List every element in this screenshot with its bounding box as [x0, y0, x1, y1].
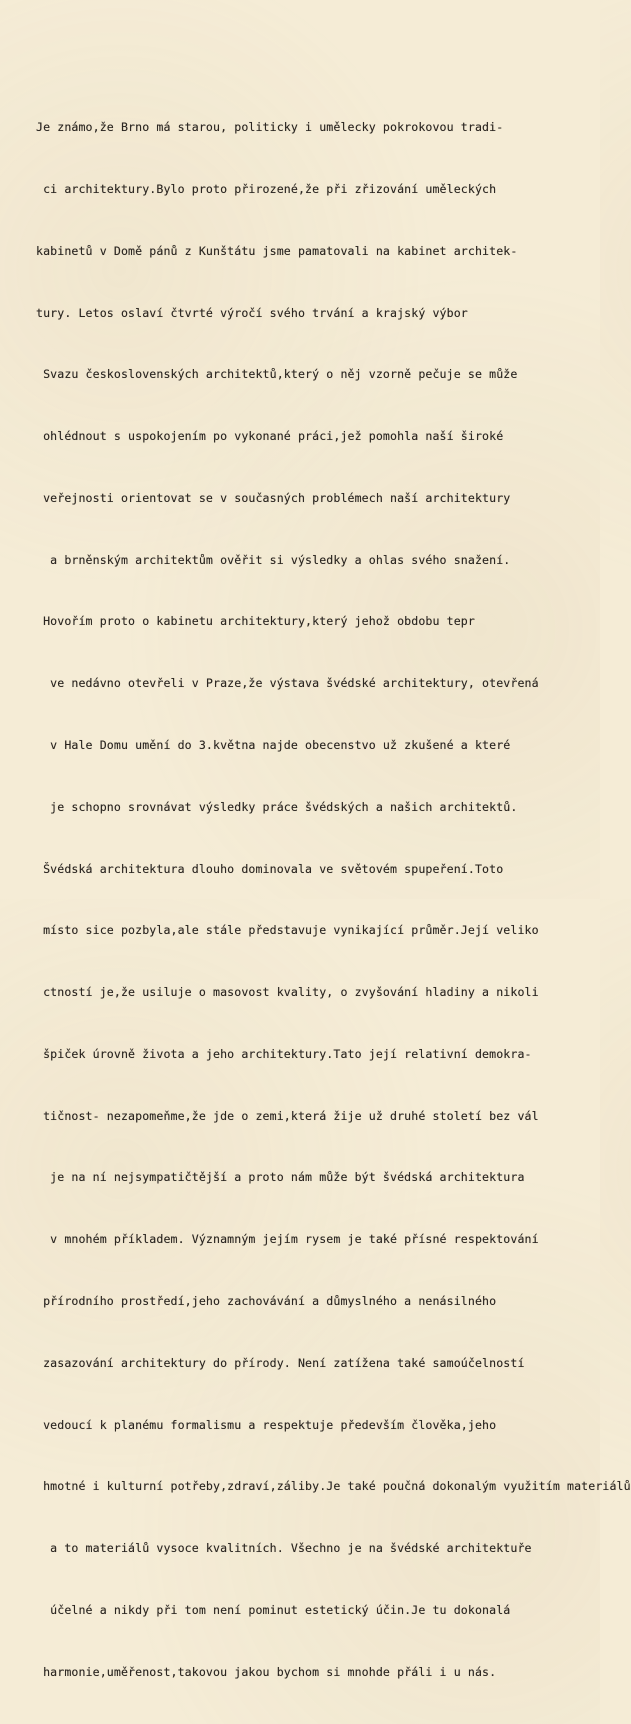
text-line: je na ní nejsympatičtější a proto nám může být švédská architektura [36, 1170, 525, 1185]
text-line: zasazování architektury do přírody. Není zatížena také samoúčelností [36, 1355, 525, 1370]
text-line: v Hale Domu umění do 3.května najde obecenstvo už zkušené a které [36, 738, 511, 752]
text-line: účelné a nikdy při tom není pominut estetický účin.Je tu dokonalá [36, 1602, 511, 1617]
text-line: harmonie,uměřenost,takovou jakou bychom si mnohde přáli i u nás. [36, 1664, 497, 1679]
text-line: vedoucí k planému formalismu a respektuje především člověka,jeho [36, 1417, 497, 1432]
typewritten-text [36, 76, 631, 1724]
text-line: místo sice pozbyla,ale stále představuje vynikající průměr.Její veliko [36, 923, 539, 938]
text-line: Je známo,že Brno má starou, politicky i umělecky pokrokovou tradi- [36, 120, 504, 135]
text-line: ohlédnout s uspokojením po vykonané práci,jež pomohla naší široké [36, 429, 504, 444]
text-line: ci architektury.Bylo proto přirozené,že při zřizování uměleckých [36, 181, 497, 196]
text-line: tičnost- nezapomeňme,že jde o zemi,která žije už druhé století bez vál [36, 1108, 539, 1123]
text-line: veřejnosti orientovat se v současných problémech naší architektury [36, 490, 511, 505]
text-line: Hovořím proto o kabinetu architektury,který jehož obdobu tepr [36, 614, 475, 629]
text-line: tury. Letos oslaví čtvrté výročí svého trvání a krajský výbor [36, 305, 468, 320]
text-line: Svazu československých architektů,který o něj vzorně pečuje se může [36, 367, 518, 382]
text-line: je schopno srovnávat výsledky práce švédských a našich architektů. [36, 799, 518, 814]
text-line: ve nedávno otevřeli v Praze,že výstava švédské architektury, otevřená [36, 676, 539, 691]
text-line: špiček úrovně života a jeho architektury.Tato její relativní demokra- [36, 1046, 532, 1061]
text-line: Švédská architektura dlouho dominovala ve světovém spupeření.Toto [36, 861, 504, 876]
text-line: kabinetů v Domě pánů z Kunštátu jsme pamatovali na kabinet architek- [36, 243, 518, 258]
text-line: a to materiálů vysoce kvalitních. Všechno je na švédské architektuře [36, 1541, 532, 1556]
text-line: ctností je,že usiluje o masovost kvality, o zvyšování hladiny a nikoli [36, 985, 539, 1000]
text-line: v mnohém příkladem. Významným jejím rysem je také přísné respektování [36, 1232, 539, 1247]
text-line: a brněnským architektům ověřit si výsledky a ohlas svého snažení. [36, 552, 511, 567]
text-line: přírodního prostředí,jeho zachovávání a důmyslného a nenásilného [36, 1294, 497, 1309]
text-line: hmotné i kulturní potřeby,zdraví,záliby.Je také poučná dokonalým využitím materiálů [36, 1479, 631, 1494]
